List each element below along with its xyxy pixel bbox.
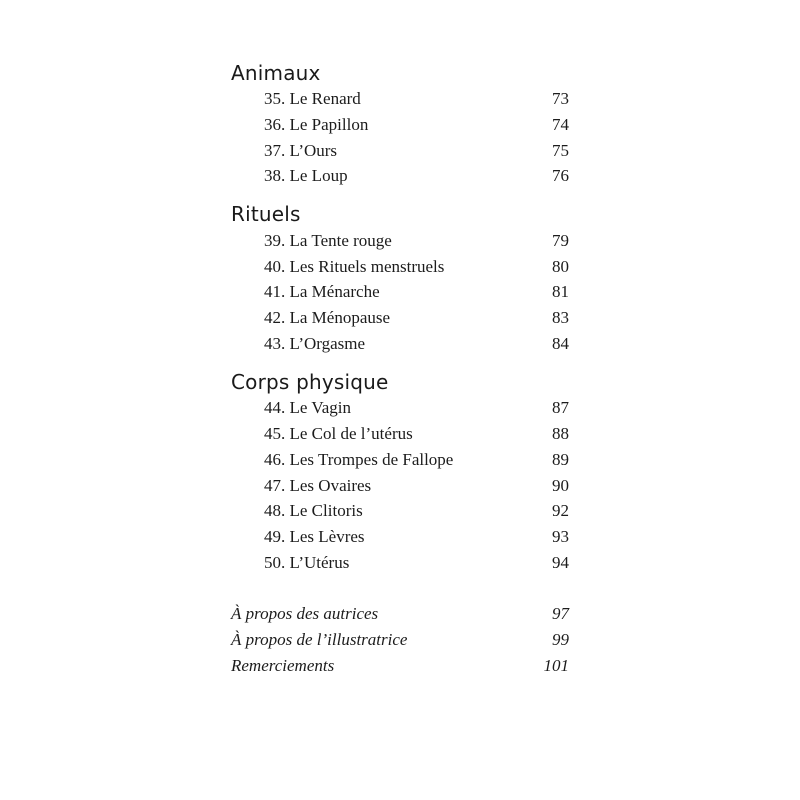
toc-entry — [264, 280, 569, 304]
toc-entry-page: 89 — [552, 450, 569, 469]
backmatter-entry — [231, 602, 569, 626]
toc-entry-page: 87 — [552, 398, 569, 417]
toc-entry-page: 92 — [552, 501, 569, 520]
toc-entry-title: 36. Le Papillon — [264, 115, 369, 134]
backmatter-title: À propos de l’illustratrice — [231, 630, 408, 649]
backmatter-page: 101 — [543, 656, 569, 675]
toc-entry — [264, 551, 569, 575]
toc-entry — [264, 306, 569, 330]
toc-entry-title: 41. La Ménarche — [264, 282, 380, 301]
toc-entry-title: 42. La Ménopause — [264, 308, 391, 327]
backmatter-title: À propos des autrices — [231, 604, 379, 623]
backmatter-page: 97 — [552, 604, 569, 623]
backmatter-page: 99 — [552, 630, 569, 649]
toc-entry-page: 74 — [552, 115, 569, 134]
toc-entry-title: 35. Le Renard — [264, 89, 361, 108]
toc-entry — [264, 229, 569, 253]
toc-entry-title: 48. Le Clitoris — [264, 501, 363, 520]
toc-entry — [264, 499, 569, 523]
toc-entry-title: 49. Les Lèvres — [264, 527, 365, 546]
toc-entry-title: 44. Le Vagin — [264, 398, 352, 417]
toc-entry — [264, 87, 569, 111]
toc-entry — [264, 139, 569, 163]
toc-entry-page: 83 — [552, 308, 569, 327]
backmatter-entry — [231, 628, 569, 652]
toc-entry — [264, 525, 569, 549]
toc-entry — [264, 113, 569, 137]
toc-entry-page: 90 — [552, 476, 569, 495]
toc-entry-title: 45. Le Col de l’utérus — [264, 424, 413, 443]
toc-entry-page: 76 — [552, 166, 569, 185]
toc-entry-title: 40. Les Rituels menstruels — [264, 257, 445, 276]
toc-entry-title: 39. La Tente rouge — [264, 231, 392, 250]
section-heading-corps-physique: Corps physique — [231, 370, 389, 394]
backmatter-entry — [231, 654, 569, 678]
toc-entry — [264, 332, 569, 356]
toc-entry-page: 79 — [552, 231, 569, 250]
toc-entry-page: 75 — [552, 141, 569, 160]
toc-entry-page: 94 — [552, 553, 569, 572]
backmatter-title: Remerciements — [231, 656, 335, 675]
toc-entry-title: 46. Les Trompes de Fallope — [264, 450, 454, 469]
toc-entry-title: 38. Le Loup — [264, 166, 348, 185]
section-heading-animaux: Animaux — [231, 61, 321, 85]
toc-entry-page: 93 — [552, 527, 569, 546]
toc-entry-page: 80 — [552, 257, 569, 276]
toc-entry-page: 84 — [552, 334, 569, 353]
toc-entry — [264, 422, 569, 446]
toc-entry — [264, 255, 569, 279]
toc-entry — [264, 448, 569, 472]
toc-entry-title: 50. L’Utérus — [264, 553, 350, 572]
toc-entry-title: 43. L’Orgasme — [264, 334, 366, 353]
toc-entry-page: 73 — [552, 89, 569, 108]
toc-entry — [264, 474, 569, 498]
toc-entry-title: 37. L’Ours — [264, 141, 338, 160]
toc-entry-page: 81 — [552, 282, 569, 301]
section-heading-rituels: Rituels — [231, 202, 301, 226]
toc-entry — [264, 396, 569, 420]
toc-entry-page: 88 — [552, 424, 569, 443]
toc-entry — [264, 164, 569, 188]
toc-entry-title: 47. Les Ovaires — [264, 476, 372, 495]
